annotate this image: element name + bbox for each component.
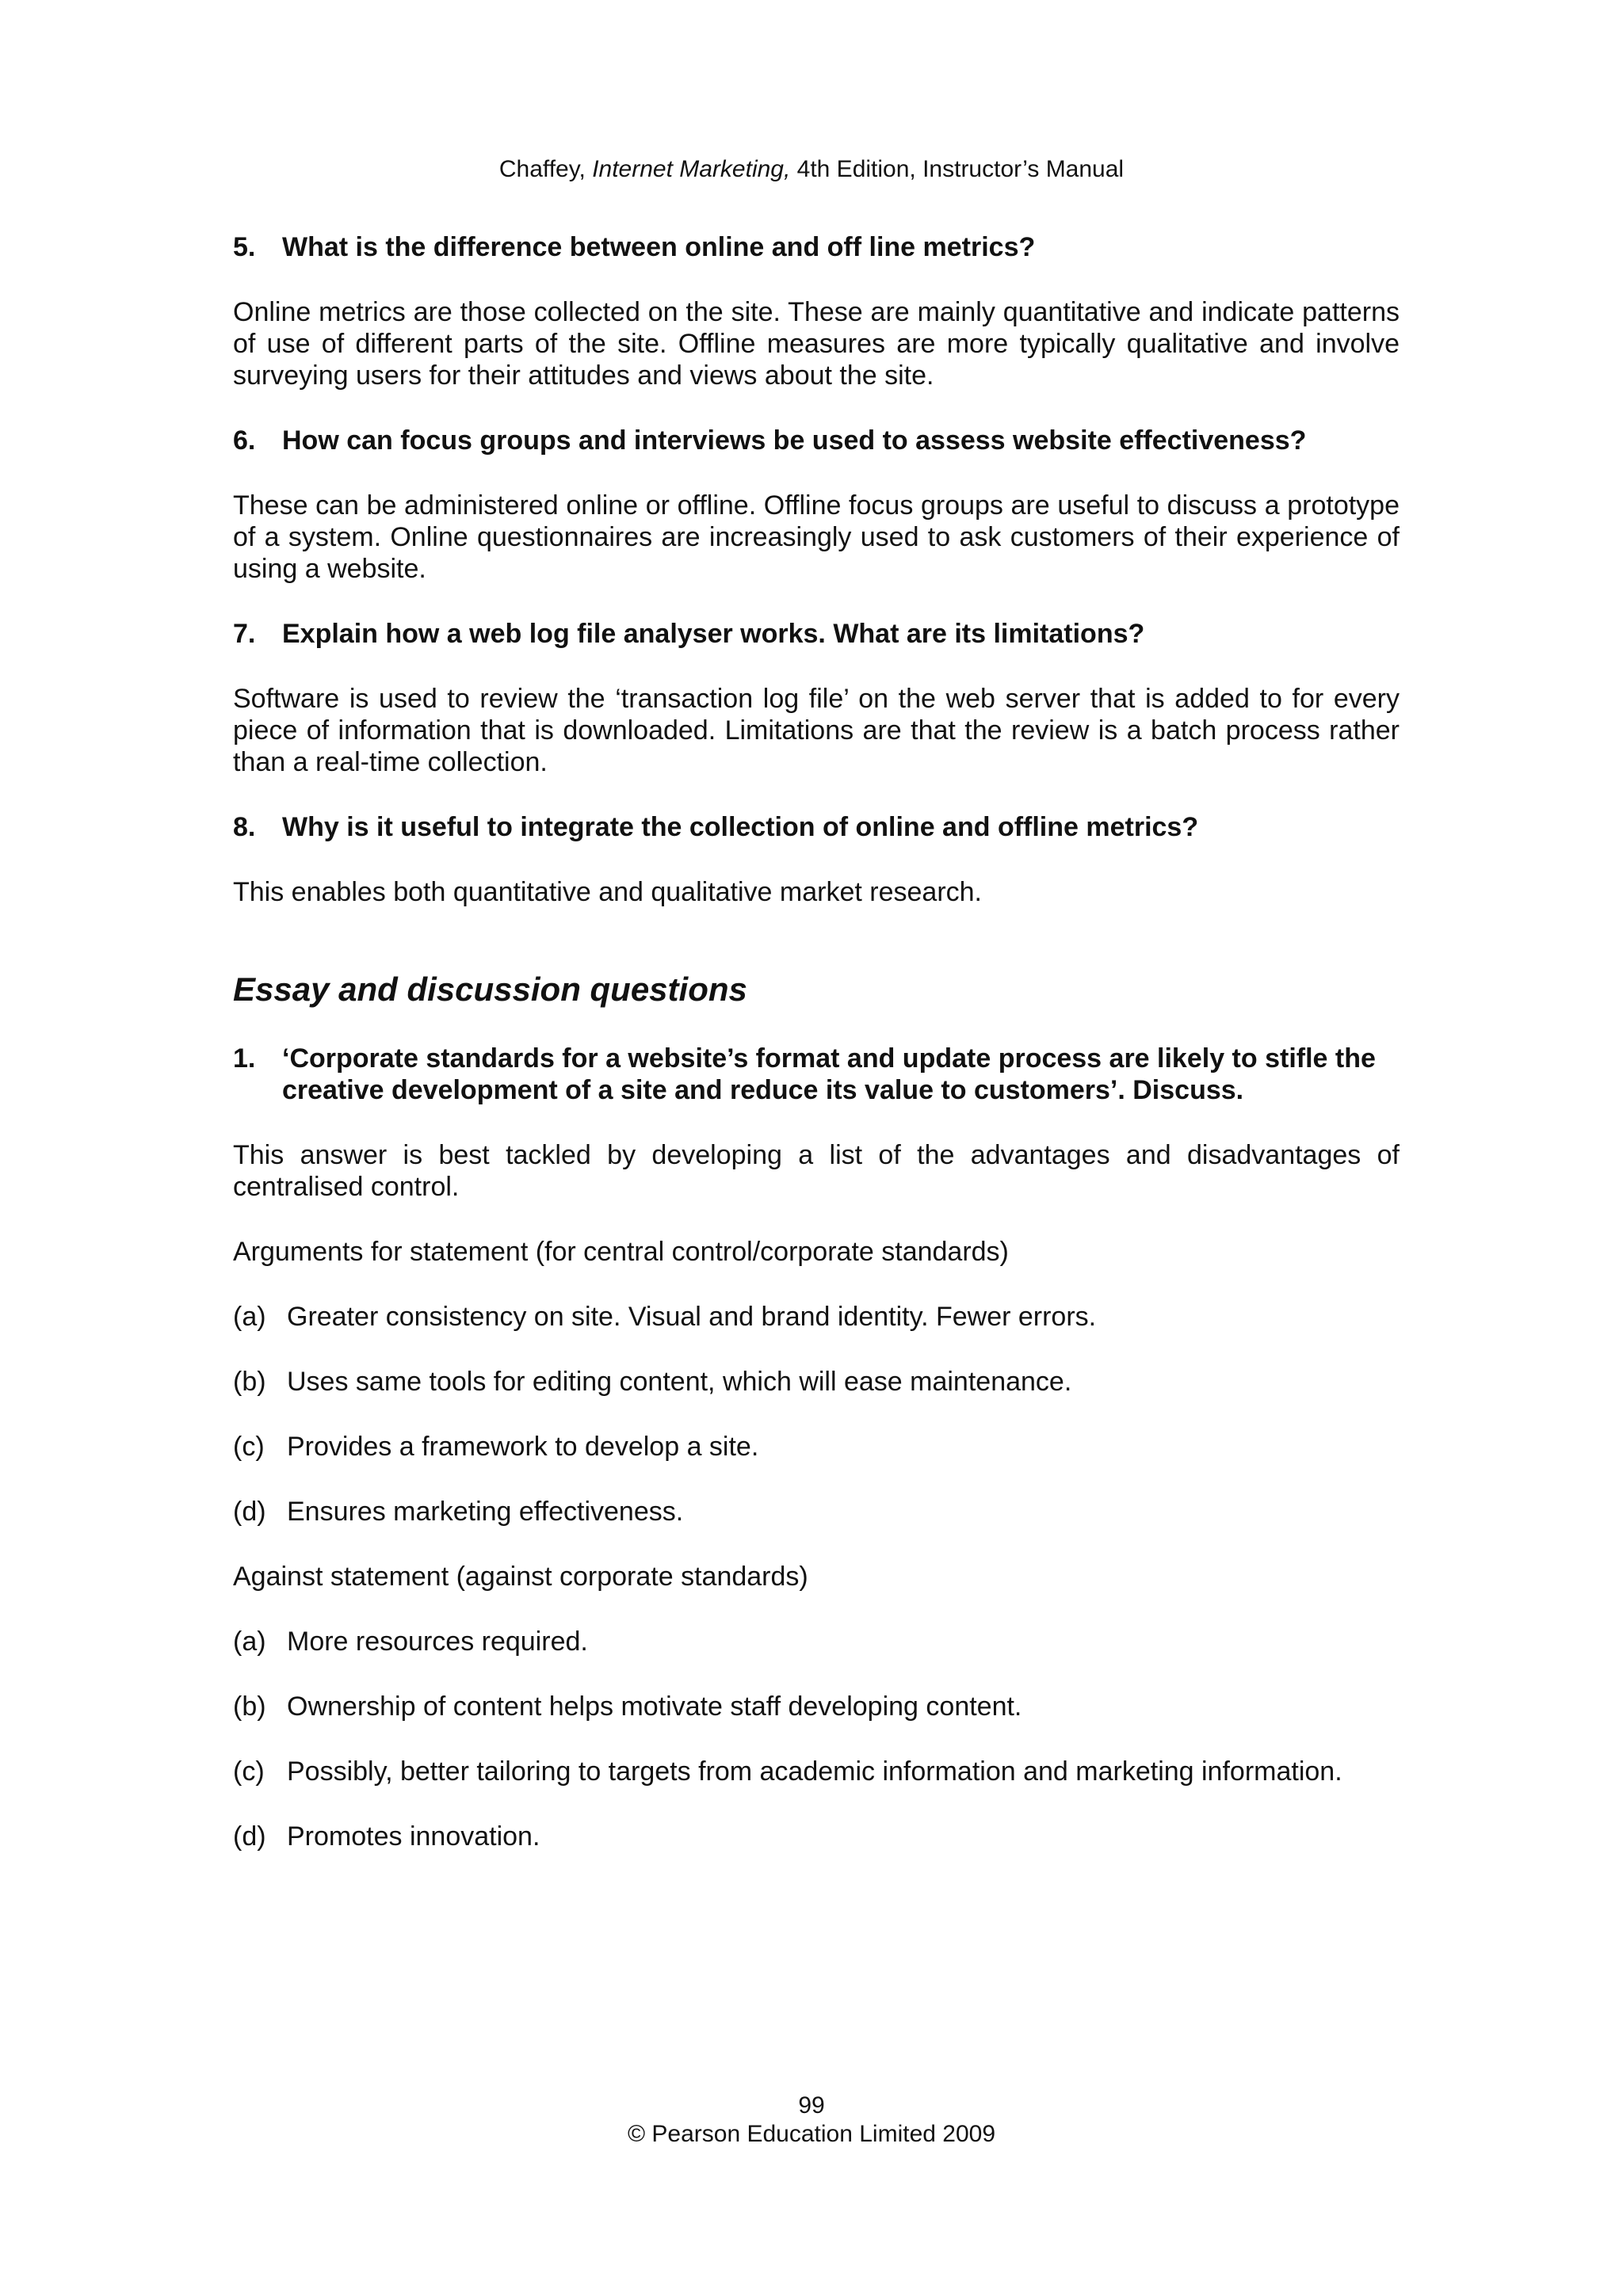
list-text: Uses same tools for editing content, which will ease maintenance.	[287, 1367, 1072, 1397]
question-8	[233, 811, 1400, 843]
page-number: 99	[798, 2092, 825, 2119]
list-label: (d)	[233, 1821, 266, 1852]
question-6	[233, 425, 1400, 456]
question-text: How can focus groups and interviews be used to assess website effectiveness?	[282, 425, 1307, 456]
question-7	[233, 618, 1400, 650]
list-item	[233, 1301, 1400, 1333]
list-text: Possibly, better tailoring to targets from academic information and marketing information.	[287, 1756, 1342, 1787]
essay-intro: This answer is best tackled by developing a list of the advantages and disadvantages of centralised control.	[233, 1140, 1400, 1202]
answer-6: These can be administered online or offline. Offline focus groups are useful to discuss a prototype of a system. Online questionnaires are increasingly used to ask customers of their experience of using a website.	[233, 490, 1400, 584]
header-book-title: Internet Marketing,	[592, 156, 791, 182]
answer-5: Online metrics are those collected on the site. These are mainly quantitative and indicate patterns of use of different parts of the site. Offline measures are more typically qualitative and involve surveying users for their attitudes and views about the site.	[233, 297, 1400, 391]
list-text: More resources required.	[287, 1627, 588, 1657]
list-text: Ownership of content helps motivate staff developing content.	[287, 1691, 1022, 1722]
list-label: (a)	[233, 1627, 266, 1657]
list-item	[233, 1691, 1400, 1722]
list-item	[233, 1626, 1400, 1657]
list-label: (c)	[233, 1432, 265, 1462]
list-item	[233, 1821, 1400, 1852]
for-heading: Arguments for statement (for central control/corporate standards)	[233, 1237, 1009, 1267]
list-item	[233, 1496, 1400, 1527]
section-heading: Essay and discussion questions	[233, 971, 747, 1008]
header-author: Chaffey,	[498, 156, 593, 182]
question-number: 6.	[233, 425, 256, 456]
against-heading: Against statement (against corporate standards)	[233, 1562, 808, 1592]
header-edition: 4th Edition, Instructor’s Manual	[790, 156, 1125, 182]
question-text: Explain how a web log file analyser works. What are its limitations?	[282, 619, 1145, 649]
list-text: Promotes innovation.	[287, 1821, 540, 1852]
running-header	[0, 155, 1623, 184]
list-label: (b)	[233, 1691, 266, 1722]
list-label: (d)	[233, 1497, 266, 1527]
question-5	[233, 231, 1400, 263]
list-text: Provides a framework to develop a site.	[287, 1432, 759, 1462]
essay-question-1	[233, 1043, 1400, 1106]
question-number: 7.	[233, 619, 256, 649]
question-text: ‘Corporate standards for a website’s format and update process are likely to stifle the creative development of a site and reduce its value to customers’. Discuss.	[282, 1043, 1376, 1105]
list-text: Greater consistency on site. Visual and brand identity. Fewer errors.	[287, 1302, 1097, 1332]
question-text: What is the difference between online and off line metrics?	[282, 232, 1036, 262]
answer-8: This enables both quantitative and qualitative market research.	[233, 877, 982, 907]
list-label: (b)	[233, 1367, 266, 1397]
copyright-notice: © Pearson Education Limited 2009	[627, 2121, 996, 2147]
list-text: Ensures marketing effectiveness.	[287, 1497, 684, 1527]
question-number: 1.	[233, 1043, 256, 1074]
list-item	[233, 1756, 1400, 1787]
page-content	[233, 231, 1400, 1852]
list-label: (c)	[233, 1756, 265, 1787]
question-number: 5.	[233, 232, 256, 262]
question-number: 8.	[233, 812, 256, 842]
list-label: (a)	[233, 1302, 266, 1332]
list-item	[233, 1431, 1400, 1463]
answer-7: Software is used to review the ‘transaction log file’ on the web server that is added to for every piece of information that is downloaded. Limitations are that the review is a batch process rather than a real-time collection.	[233, 684, 1400, 777]
list-item	[233, 1366, 1400, 1398]
question-text: Why is it useful to integrate the collection of online and offline metrics?	[282, 812, 1199, 842]
